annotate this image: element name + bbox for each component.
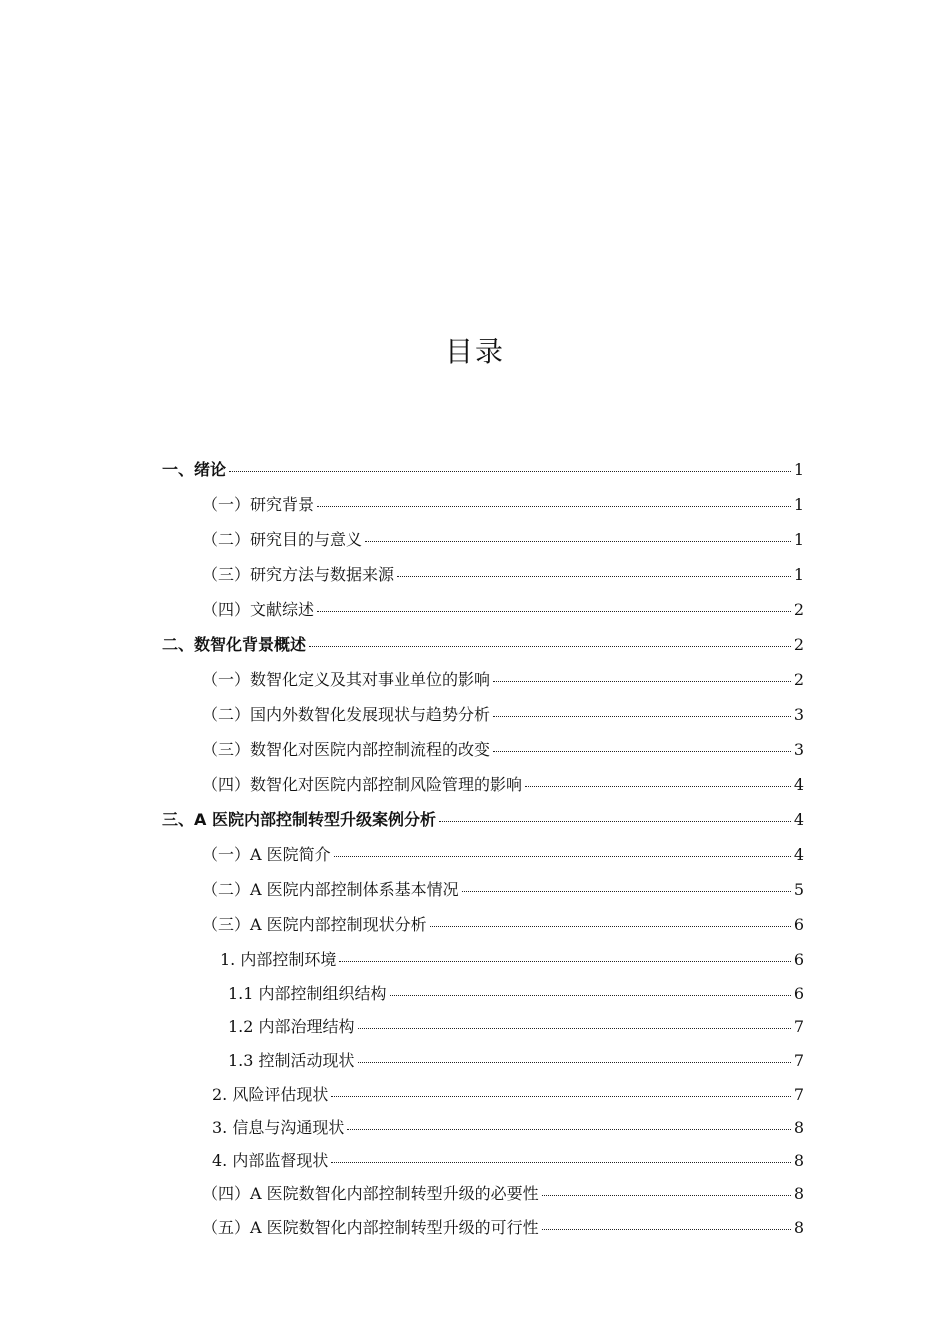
toc-entry[interactable] xyxy=(202,1218,804,1238)
toc-entry-page-number: 3 xyxy=(793,740,804,759)
toc-entry-label: 二、数智化背景概述 xyxy=(162,635,307,654)
toc-entry[interactable] xyxy=(220,950,804,970)
toc-leader-dots xyxy=(397,576,791,577)
toc-entry[interactable] xyxy=(212,1151,804,1171)
toc-entry-label: 3. 信息与沟通现状 xyxy=(212,1118,345,1137)
toc-entry-page-number: 8 xyxy=(793,1184,804,1203)
toc-entry-page-number: 1 xyxy=(793,565,804,584)
toc-entry-page-number: 4 xyxy=(793,810,804,829)
toc-entry[interactable] xyxy=(202,775,804,795)
toc-entry-label: 1. 内部控制环境 xyxy=(220,950,337,969)
toc-entry-label: （四）数智化对医院内部控制风险管理的影响 xyxy=(202,775,523,794)
toc-leader-dots xyxy=(493,751,791,752)
toc-leader-dots xyxy=(347,1129,790,1130)
toc-entry[interactable] xyxy=(202,915,804,935)
toc-entry-label: （一）研究背景 xyxy=(202,495,315,514)
toc-entry-label: （三）A 医院内部控制现状分析 xyxy=(202,915,427,934)
toc-entry-label: （三）数智化对医院内部控制流程的改变 xyxy=(202,740,491,759)
toc-entry[interactable] xyxy=(202,1184,804,1204)
toc-entry-label: （四）A 医院数智化内部控制转型升级的必要性 xyxy=(202,1184,539,1203)
toc-leader-dots xyxy=(430,926,791,927)
toc-entry-page-number: 1 xyxy=(793,530,804,549)
toc-leader-dots xyxy=(542,1195,791,1196)
toc-entry-label: （一）数智化定义及其对事业单位的影响 xyxy=(202,670,491,689)
toc-entry[interactable] xyxy=(202,845,804,865)
toc-entry[interactable] xyxy=(202,495,804,515)
toc-entry-page-number: 2 xyxy=(793,635,804,654)
toc-entry-label: 1.3 控制活动现状 xyxy=(228,1051,355,1070)
toc-leader-dots xyxy=(358,1028,791,1029)
toc-entry[interactable] xyxy=(202,530,804,550)
toc-leader-dots xyxy=(317,611,791,612)
toc-entry-label: （一）A 医院简介 xyxy=(202,845,331,864)
toc-entry-page-number: 5 xyxy=(793,880,804,899)
toc-entry-page-number: 4 xyxy=(793,775,804,794)
toc-leader-dots xyxy=(331,1162,790,1163)
toc-leader-dots xyxy=(365,541,791,542)
toc-entry-label: 三、A 医院内部控制转型升级案例分析 xyxy=(162,810,436,829)
toc-leader-dots xyxy=(525,786,791,787)
toc-entry-page-number: 6 xyxy=(793,950,804,969)
toc-entry[interactable] xyxy=(162,635,804,655)
toc-leader-dots xyxy=(334,856,791,857)
toc-entry-page-number: 2 xyxy=(793,600,804,619)
toc-leader-dots xyxy=(229,471,791,472)
toc-entry[interactable] xyxy=(202,565,804,585)
toc-entry[interactable] xyxy=(202,740,804,760)
toc-leader-dots xyxy=(462,891,791,892)
toc-entry-label: （三）研究方法与数据来源 xyxy=(202,565,395,584)
toc-entry-page-number: 3 xyxy=(793,705,804,724)
toc-entry[interactable] xyxy=(202,705,804,725)
toc-entry[interactable] xyxy=(212,1085,804,1105)
toc-entry-page-number: 8 xyxy=(793,1118,804,1137)
toc-entry-page-number: 1 xyxy=(793,495,804,514)
toc-leader-dots xyxy=(358,1062,791,1063)
toc-entry-page-number: 7 xyxy=(793,1085,804,1104)
toc-entry-page-number: 8 xyxy=(793,1151,804,1170)
toc-leader-dots xyxy=(331,1096,790,1097)
toc-entry-page-number: 4 xyxy=(793,845,804,864)
toc-entry[interactable] xyxy=(228,1017,804,1037)
toc-entry-page-number: 1 xyxy=(793,460,804,479)
toc-entry[interactable] xyxy=(212,1118,804,1138)
toc-entry-page-number: 8 xyxy=(793,1218,804,1237)
toc-leader-dots xyxy=(493,716,791,717)
toc-entry[interactable] xyxy=(228,1051,804,1071)
toc-entry-label: （五）A 医院数智化内部控制转型升级的可行性 xyxy=(202,1218,539,1237)
toc-leader-dots xyxy=(493,681,791,682)
toc-entry-page-number: 7 xyxy=(793,1051,804,1070)
toc-entry-label: （四）文献综述 xyxy=(202,600,315,619)
toc-leader-dots xyxy=(317,506,791,507)
toc-entry-page-number: 6 xyxy=(793,984,804,1003)
toc-entry-page-number: 6 xyxy=(793,915,804,934)
toc-entry-label: 1.2 内部治理结构 xyxy=(228,1017,355,1036)
page-title: 目录 xyxy=(444,335,505,368)
toc-entry-label: （二）国内外数智化发展现状与趋势分析 xyxy=(202,705,491,724)
toc-leader-dots xyxy=(390,995,791,996)
toc-entry[interactable] xyxy=(202,600,804,620)
toc-entry-page-number: 7 xyxy=(793,1017,804,1036)
toc-entry-label: 2. 风险评估现状 xyxy=(212,1085,329,1104)
toc-entry-label: （二）A 医院内部控制体系基本情况 xyxy=(202,880,459,899)
toc-leader-dots xyxy=(309,646,791,647)
toc-entry-label: 一、绪论 xyxy=(162,460,227,479)
toc-entry[interactable] xyxy=(202,880,804,900)
toc-leader-dots xyxy=(542,1229,791,1230)
toc-entry-label: （二）研究目的与意义 xyxy=(202,530,363,549)
toc-entry-label: 4. 内部监督现状 xyxy=(212,1151,329,1170)
toc-entry[interactable] xyxy=(202,670,804,690)
toc-leader-dots xyxy=(339,961,790,962)
toc-entry[interactable] xyxy=(228,984,804,1004)
toc-entry-page-number: 2 xyxy=(793,670,804,689)
toc-entry[interactable] xyxy=(162,460,804,480)
toc-leader-dots xyxy=(439,821,791,822)
toc-entry-label: 1.1 内部控制组织结构 xyxy=(228,984,387,1003)
toc-entry[interactable] xyxy=(162,810,804,830)
